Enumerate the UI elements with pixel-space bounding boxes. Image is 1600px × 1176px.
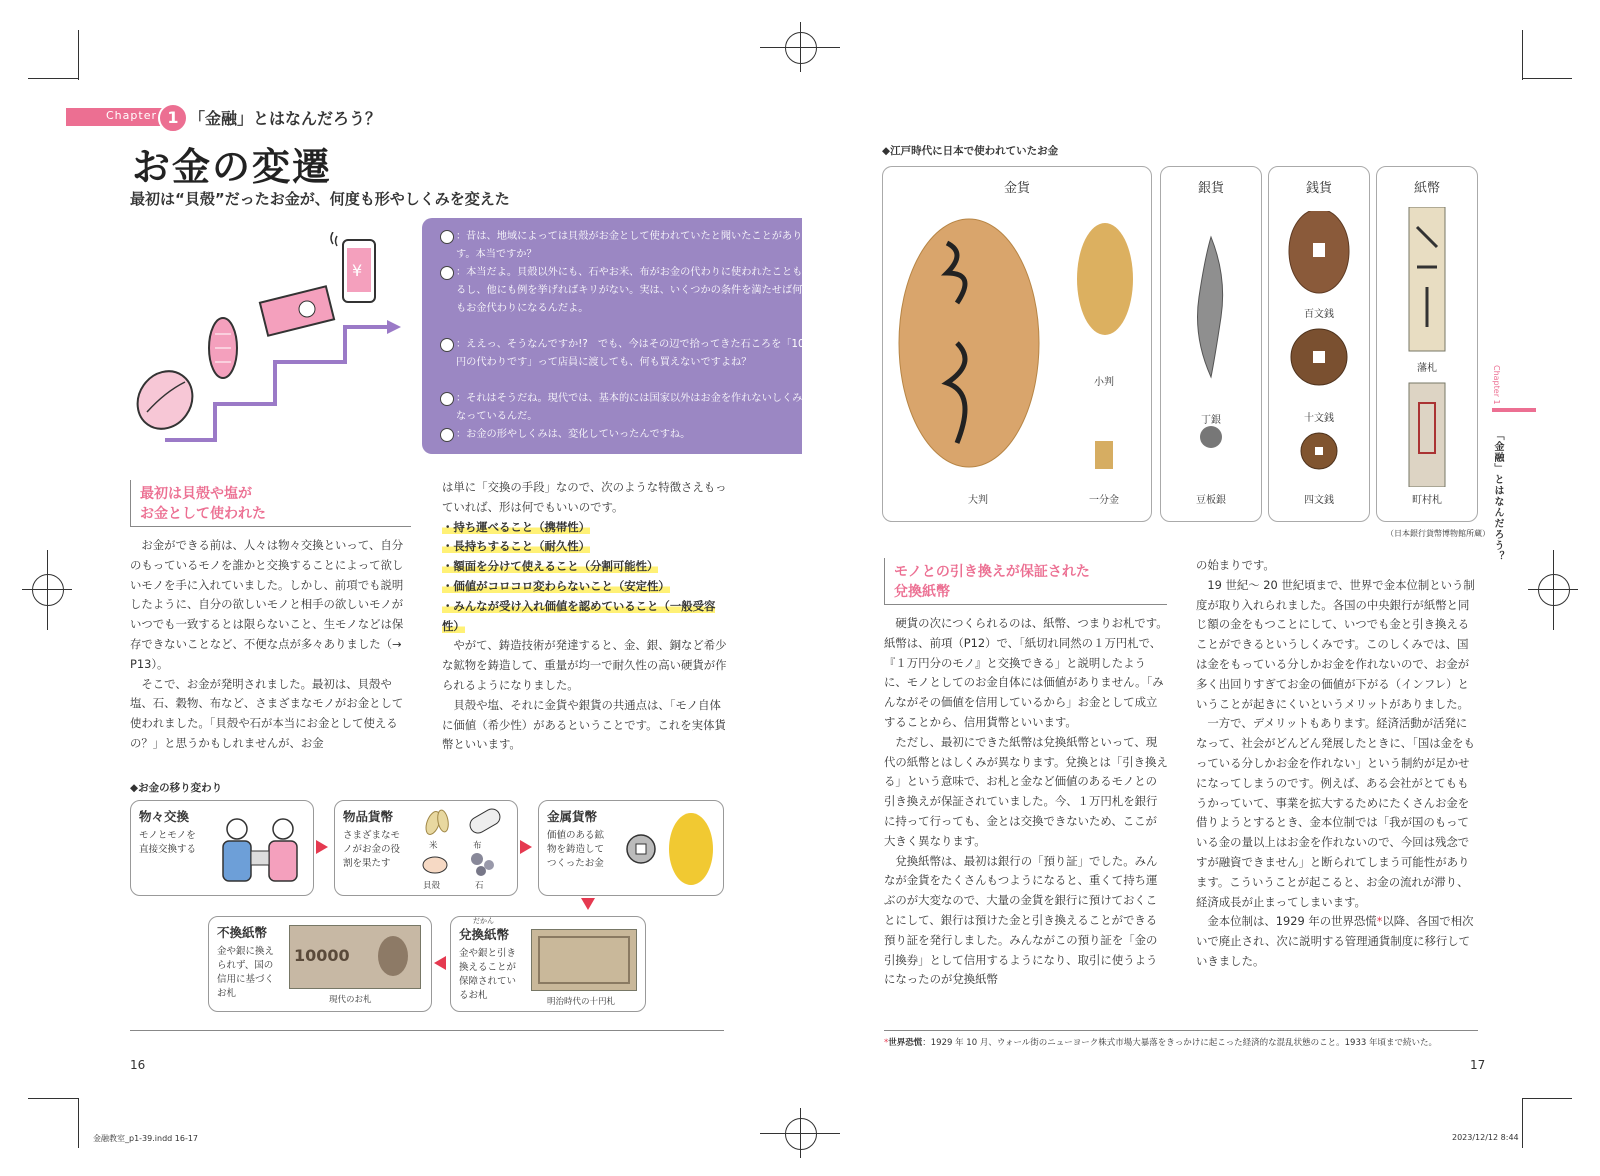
page-number-right: 17 xyxy=(1470,1058,1486,1072)
jumon-coin-icon xyxy=(1291,329,1347,385)
flow-arrow-right-icon xyxy=(316,840,328,854)
panel-silver-coins: 銀貨 丁銀 豆板銀 xyxy=(1160,166,1262,522)
smartphone-icon xyxy=(331,232,375,302)
dialogue-line-student: ：昔は、地域によっては貝殻がお金として使われていたと聞いたことがあります。本当ですか？ xyxy=(440,228,814,264)
machimurasatsu-icon xyxy=(1409,383,1445,487)
dialogue-line-student: ：ええっ、そうなんですか!? でも、今はその辺で拾ってきた石ころを「100円の代わりです」って店員に渡しても、何も買えないですよね？ xyxy=(440,336,814,372)
flow-arrow-down-icon xyxy=(581,898,595,910)
student-face-icon xyxy=(440,428,454,442)
chapter-title: 「金融」とはなんだろう？ xyxy=(189,109,382,128)
page-title: お金の変遷 xyxy=(132,145,333,189)
flow-title: ◆お金の移り変わり xyxy=(130,782,223,794)
money-evolution-illustration xyxy=(135,232,405,444)
footnote: *世界恐慌：1929 年 10 月、ウォール街のニューヨーク株式市場大暴落をきっかけに起こった経済的な混乱状態のこと。1933 年頃まで続いた。 xyxy=(884,1038,1437,1048)
section1-column-a: お金ができる前は、人々は物々交換といって、自分のもっているモノを誰かと交換することによって欲しいモノを手に入れていました。しかし、前項でも説明したように、自分の欲しいモノと相手の欲しいモノがいつでも一致するとは限らないこと、生モノなどは保存できないことなど、不便な点が多々ありました（→ P13）。 そこで、お金が発明されました。最初は、貝殻や塩、石、穀物、布など、さまざまなモノがお金として使われました。「貝殻や石が本当にお金として使えるの？」と思うかもしれませんが、お金 xyxy=(130,538,404,750)
chogin-coin-icon xyxy=(1198,237,1223,377)
chapter-number: 1 xyxy=(158,103,188,133)
cloth-icon xyxy=(467,806,503,836)
teacher-face-icon xyxy=(440,392,454,406)
flow-box-fiat: 不換紙幣 金や銀に換え られず、国の 信用に基づく お札 10000 現代のお札 xyxy=(208,916,432,1012)
flow-box-commodity: 物品貨幣 さまざまなモ ノがお金の役 割を果たす 米 布 貝殻 石 xyxy=(334,800,518,896)
dialogue-line-student: ：お金の形やしくみは、変化していったんですね。 xyxy=(440,426,814,444)
hyakumon-coin-icon xyxy=(1289,211,1349,293)
modern-10000-yen-note-image: 10000 xyxy=(289,925,421,989)
teacher-face-icon xyxy=(440,266,454,280)
koban-coin-icon xyxy=(669,813,713,885)
side-chapter-bar xyxy=(1492,408,1536,412)
section-heading-frame xyxy=(130,480,411,527)
mameita-coin-icon xyxy=(1200,426,1222,448)
flow-box-metal: 金属貨幣 価値のある鉱 物を鋳造して つくったお金 xyxy=(538,800,724,896)
flow-box-barter: 物々交換 モノとモノを 直接交換する xyxy=(130,800,314,896)
panel-copper-coins: 銭貨 百文銭 十文銭 四文銭 xyxy=(1268,166,1370,522)
shimon-coin-icon xyxy=(1301,433,1337,469)
dialogue-line-teacher: ：それはそうだね。現代では、基本的には国家以外はお金を作れないしくみになっているんだ。 xyxy=(440,390,814,426)
slug-file: 金融教室_p1-39.indd 16-17 xyxy=(93,1134,199,1143)
page-subtitle: 最初は“貝殻”だったお金が、何度も形やしくみを変えた xyxy=(130,190,510,208)
side-chapter-title: 「金融」とはなんだろう？ xyxy=(1492,430,1503,562)
money-features-list xyxy=(442,518,728,637)
student-face-icon xyxy=(440,338,454,352)
page-number-left: 16 xyxy=(130,1058,146,1072)
gold-coins-image xyxy=(897,213,1143,473)
feature-item: ・みんなが受け入れ価値を認めていること（一般受容性） xyxy=(442,598,716,633)
section-heading-commodity-money: 最初は貝殻や塩が お金として使われた xyxy=(140,486,266,522)
flow-arrow-left-icon xyxy=(434,956,446,970)
section-heading-frame xyxy=(884,558,1167,605)
flow-box-convertible: だかん 兌換紙幣 金や銀と引き 換えることが 保障されてい るお札 明治時代の十円札 xyxy=(450,916,646,1012)
shell-icon xyxy=(423,857,447,873)
student-face-icon xyxy=(440,230,454,244)
oban-coin-icon xyxy=(899,219,1039,467)
dialogue-line-teacher: ：本当だよ。貝殻以外にも、石やお米、布がお金の代わりに使われたこともあるし、他にも例を挙げればキリがない。実は、いくつかの条件を満たせば何でもお金代わりになるんだよ。 xyxy=(440,264,814,318)
feature-item: ・価値がコロコロ変わらないこと（安定性） xyxy=(442,578,670,593)
flow-arrow-right-icon xyxy=(520,840,532,854)
stone-icon xyxy=(471,853,494,876)
side-chapter-label: Chapter 1 xyxy=(1492,365,1501,405)
section2-column-a: 硬貨の次につくられるのは、紙幣、つまりお札です。紙幣は、前項（P12）で、「紙切れ同然の１万円札で、『１万円分のモノ』と交換できる」と説明したように、モノとしてのお金自体には価値がありません。「みんながその価値を信用しているから」お金として成立することから、信用貨幣といいます。 ただし、最初にできた紙幣は兌換紙幣といって、現代の紙幣とはしくみが異なります。兌換とは「引き換える」という意味で、お札と金など価値のあるモノとの引き換えが保証されていました。今、１万円札を銀行に持って行っても、金とは交換できないため、ここが大きく異なります。 兌換紙幣は、最初は銀行の「預り証」でした。みんなが金貨をたくさんもつようになると、重くて持ち運ぶのが大変なので、大量の金貨を銀行に預けておくことにして、銀行は預けた金と引き換えることができる預り証を発行しました。みんながこの預り証を「金の引換券」として信用するようになり、取引に使うようになったのが兌換紙幣 xyxy=(884,616,1168,987)
feature-item: ・額面を分けて使えること（分割可能性） xyxy=(442,559,659,574)
section-heading-convertible-notes: モノとの引き換えが保証された 兌換紙幣 xyxy=(894,564,1090,600)
hansatsu-icon xyxy=(1409,207,1445,351)
coins-figure-title: ◆江戸時代に日本で使われていたお金 xyxy=(882,145,1059,157)
paper-money-image xyxy=(1407,207,1447,487)
chapter-label: Chapter xyxy=(106,109,157,122)
page-bottom-rule xyxy=(130,1030,724,1031)
koban-coin-icon xyxy=(209,318,237,378)
copper-coins-image xyxy=(1287,211,1353,471)
svg-text:¥: ¥ xyxy=(352,261,363,280)
footnote-rule xyxy=(884,1030,1478,1031)
panel-paper-money: 紙幣 藩札 町村札 xyxy=(1376,166,1478,522)
people-trading-icon xyxy=(209,811,309,891)
slug-date: 2023/12/12 8:44 xyxy=(1452,1133,1519,1142)
koban-coin-icon xyxy=(1077,223,1133,335)
shell-icon xyxy=(135,361,204,440)
panel-gold-coins: 金貨 大判 小判 一分金 xyxy=(882,166,1152,522)
meiji-ten-yen-note-image xyxy=(531,929,637,991)
feature-item: ・持ち運べること（携帯性） xyxy=(442,519,591,534)
metal-coins-icon xyxy=(623,807,719,891)
section2-column-b: の始まりです。 19 世紀～ 20 世紀頃まで、世界で金本位制という制度が取り入れられました。各国の中央銀行が紙幣と同じ額の金をもつことにして、いつでも金と引き換えることができるというしくみです。このしくみでは、国は金をもっている分しかお金を作れないので、お金が多く出回りすぎてお金の価値が下がる（インフレ）ということが起きにくいというメリットがありました。 一方で、デメリットもあります。経済活動が活発になって、社会がどんどん発展したときに、「国は金をもっている分しかお金を作れない」という制約が足かせになってしまうのです。例えば、ある会社がとてももうかっていて、事業を拡大するためにたくさんお金を借りようとするとき、金本位制では「我が国のもっている金の量以上はお金を作れないので、今回は残念ですが融資できません」と断られてしまう可能性があります。こういうことが起こると、お金の流れが滞り、経済成長が止まってしまいます。 金本位制は、1929 年の世界恐慌*以降、各国で相次いで廃止され、次に説明する管理通貨制度に移行していきました。 xyxy=(1196,558,1475,968)
ichibu-coin-icon xyxy=(1095,441,1113,469)
rice-icon xyxy=(423,809,450,836)
section1-column-b: は単に「交換の手段」なので、次のような特徴さえもっていれば、形は何でもいいのです。 ・持ち運べること（携帯性） ・長持ちすること（耐久性） ・額面を分けて使えること（分割可能性） ・価値がコロコロ変わらないこと（安定性） ・みんなが受け入れ価値を認めていること（一般受容性） やがて、鋳造技術が発達すると、金、銀、銅など希少な鉱物を鋳造して、重量が均一で耐久性の高い硬貨が作られるようになりました。 貝殻や塩、それに金貨や銀貨の共通点は、「モノ自体に価値（希少性）があるということです。これを実体貨幣といいます。 xyxy=(442,480,727,752)
dialogue-box xyxy=(422,218,813,454)
mon-coin-icon xyxy=(627,835,655,863)
staircase-arrow-icon xyxy=(165,320,401,440)
banknote-icon xyxy=(260,286,334,335)
coins-credit: （日本銀行貨幣博物館所蔵） xyxy=(1386,529,1490,538)
feature-item: ・長持ちすること（耐久性） xyxy=(442,539,591,554)
